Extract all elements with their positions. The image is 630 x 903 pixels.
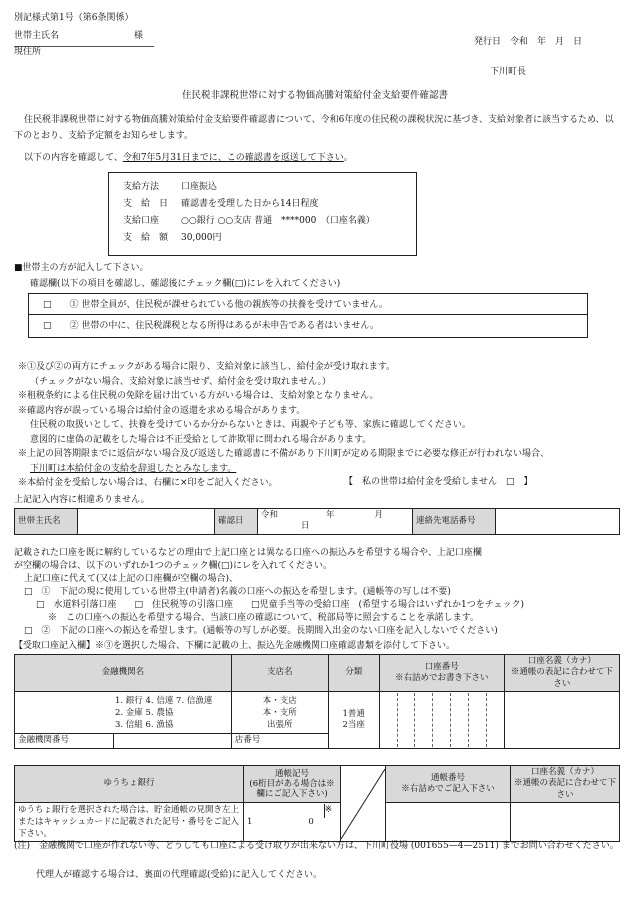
yucho-symbol-header: 通帳記号 (6桁目がある場合は※欄にご記入下さい): [244, 766, 341, 803]
bank-code-label: 金融機関番号: [15, 734, 114, 748]
change-text: [14, 547, 620, 638]
account-heading: 【受取口座記入欄】※③を選択した場合、下欄に記載の上、振込先金融機関口座確認書類を添付して下さい。: [14, 641, 456, 651]
issuer: 下川町長: [490, 67, 527, 77]
yucho-slash: [341, 766, 386, 842]
confirm-item-2[interactable]: □ ② 世帯の中に、住民税課税となる所得はあるが未申告である者はいません。: [43, 321, 379, 331]
decline-checkbox[interactable]: 【 私の世帯は給付金を受給しません □ 】: [344, 477, 533, 487]
change-option-1-sub[interactable]: □ 水道料引落口座 □ 住民税等の引落口座 □児童手当等の受給口座 (希望する場合はいずれか1つをチェック): [36, 600, 524, 610]
payment-row: 支 給 額 30,000円: [123, 233, 222, 244]
recipient-name-label: 世帯主氏名: [14, 31, 60, 41]
payment-row: 支 給 日 確認書を受理した日から14日程度: [123, 199, 319, 210]
form-id: 別記様式第1号（第6条関係）: [14, 13, 134, 23]
bank-type-cell[interactable]: 1. 銀行 4. 信連 7. 信漁連 2. 金庫 5. 農協 3. 信組 6. 漁協: [15, 692, 232, 734]
yucho-number-header: 通帳番号 ※右詰めでご記入下さい: [386, 766, 511, 803]
number-header: 口座番号 ※右詰めでお書き下さい: [379, 655, 504, 692]
confirm-box: [28, 293, 588, 338]
bank-table: [14, 654, 620, 749]
sign-date-label: 確認日: [215, 509, 258, 535]
type-header: 分類: [328, 655, 379, 692]
recipient-sama: 様: [134, 31, 144, 41]
sign-phone-label: 連絡先電話番号: [413, 509, 496, 535]
confirm-note: 確認欄(以下の項目を確認し、確認後にチェック欄(□)にレを入れてください): [30, 279, 341, 289]
note-9: ※本給付金を受給しない場合は、右欄に×印をご記入ください。: [18, 478, 278, 488]
yucho-symbol-field[interactable]: 1 0 ※: [244, 803, 341, 842]
sign-row: [14, 508, 620, 535]
footer-note: (注) 金融機関で口座が作れない等、どうしても口座による受け取りが出来ない方は、下川町役場 (001655—4—2511) までお問い合わせください。: [14, 841, 619, 851]
yucho-header: ゆうちょ銀行: [15, 766, 244, 803]
section1-heading: ■世帯主の方が記入して下さい。: [14, 263, 149, 273]
sign-phone-field[interactable]: [496, 509, 620, 535]
payment-box: [108, 172, 417, 256]
yucho-holder-header: 口座名義（カナ） ※通帳の表記に合わせて下さい: [511, 766, 620, 803]
intro-text: 住民税非課税世帯に対する物価高騰対策給付金支給要件確認書について、令和6年度の住民税の課税状況に基づき、支給対象者に該当するため、以下のとおり、支給予定額をお知らせします。: [14, 115, 614, 141]
payment-row: 支給口座 ○○銀行 ○○支店 普通 ****000 （口座名義）: [123, 216, 375, 227]
instruction: 以下の内容を確認して、令和7年5月31日までに、この確認書を返送して下さい。: [24, 153, 353, 163]
change-line-1: 記載された口座を既に解約しているなどの理由で上記口座とは異なる口座への振込みを希望する場合や、上記口座欄: [14, 548, 482, 558]
holder-header: 口座名義（カナ） ※通帳の表記に合わせて下さい: [504, 655, 619, 692]
note-3: ※租税条約による住民税の免除を届け出ている方がいる場合は、支給対象となりません。: [18, 391, 379, 401]
branch-type-cell[interactable]: 本・支店 本・支所 出張所: [231, 692, 328, 734]
sign-name-label: 世帯主氏名: [15, 509, 78, 535]
branch-header: 支店名: [231, 655, 328, 692]
bank-code-field[interactable]: [114, 734, 232, 748]
acct-number-field[interactable]: [379, 692, 504, 748]
change-consent: ※ この口座への振込を希望する場合、当該口座の確認について、税部局等に照会することを承諾します。: [48, 613, 479, 623]
note-7: ※上記の回答期限までに返信がない場合及び返送した確認書に不備があり下川町が定める期限までに必要な修正が行われない場合、: [18, 449, 550, 459]
confirm-item-1[interactable]: □ ① 世帯全員が、住民税が課せられている他の親族等の扶養を受けていません。: [29, 294, 587, 315]
note-2: （チェックがない場合、支給対象に該当せず、給付金を受け取れません。）: [30, 376, 332, 387]
note-4: ※確認内容が誤っている場合は給付金の返還を求める場合があります。: [18, 405, 306, 416]
note-8: 下川町は本給付金の支給を辞退したとみなします。: [30, 463, 237, 474]
address-label: 現住所: [14, 47, 42, 57]
note-6: 意図的に虚偽の記載をした場合は不正受給として詐欺罪に問われる場合があります。: [30, 434, 372, 445]
footer-proxy: 代理人が確認する場合は、裏面の代理確認(受給)に記入してください。: [36, 870, 323, 880]
yucho-holder-field[interactable]: [511, 803, 620, 842]
sign-name-field[interactable]: [78, 509, 215, 535]
yucho-body: ゆうちょ銀行を選択された場合は、貯金通帳の見開き左上またはキャッシュカードに記載された記号・番号をご記入下さい。: [15, 803, 244, 842]
sign-date-field[interactable]: 令和 年 月日: [258, 509, 413, 535]
change-line-2: が空欄の場合は、以下のいずれか1つのチェック欄(□)にレを入れてください。: [14, 561, 332, 571]
yucho-table: [14, 765, 620, 842]
holder-field[interactable]: [504, 692, 619, 748]
issue-date: 発行日 令和 年 月 日: [474, 37, 583, 47]
branch-code-field[interactable]: 店番号: [231, 734, 328, 748]
change-option-2[interactable]: □ ② 下記の口座への振込を希望します。(通帳等の写しが必要。長期間入出金のない口座を記入しないでください): [24, 626, 498, 636]
acct-type-cell[interactable]: 1普通 2当座: [328, 692, 379, 748]
yucho-number-field[interactable]: [386, 803, 511, 842]
note-1: ※①及び②の両方にチェックがある場合に限り、支給対象に該当し、給付金が受け取れます。: [18, 362, 396, 372]
change-line-3: 上記口座に代えて(又は上記の口座欄が空欄の場合)、: [24, 574, 239, 584]
note-5: 住民税の取扱いとして、扶養を受けているか分からないときは、両親や子ども等、家族に確認してください。: [30, 420, 471, 430]
payment-row: 支給方法 口座振込: [123, 182, 218, 193]
change-option-1[interactable]: □ ① 下記の現に使用している世帯主(申請者)名義の口座への振込を希望します。(通帳等の写しは不要): [24, 587, 451, 597]
notes: [18, 360, 618, 491]
page-title: 住民税非課税世帯に対する物価高騰対策給付金支給要件確認書: [181, 90, 448, 101]
bank-header: 金融機関名: [15, 655, 232, 692]
agree-line: 上記記入内容に相違ありません。: [14, 495, 150, 505]
